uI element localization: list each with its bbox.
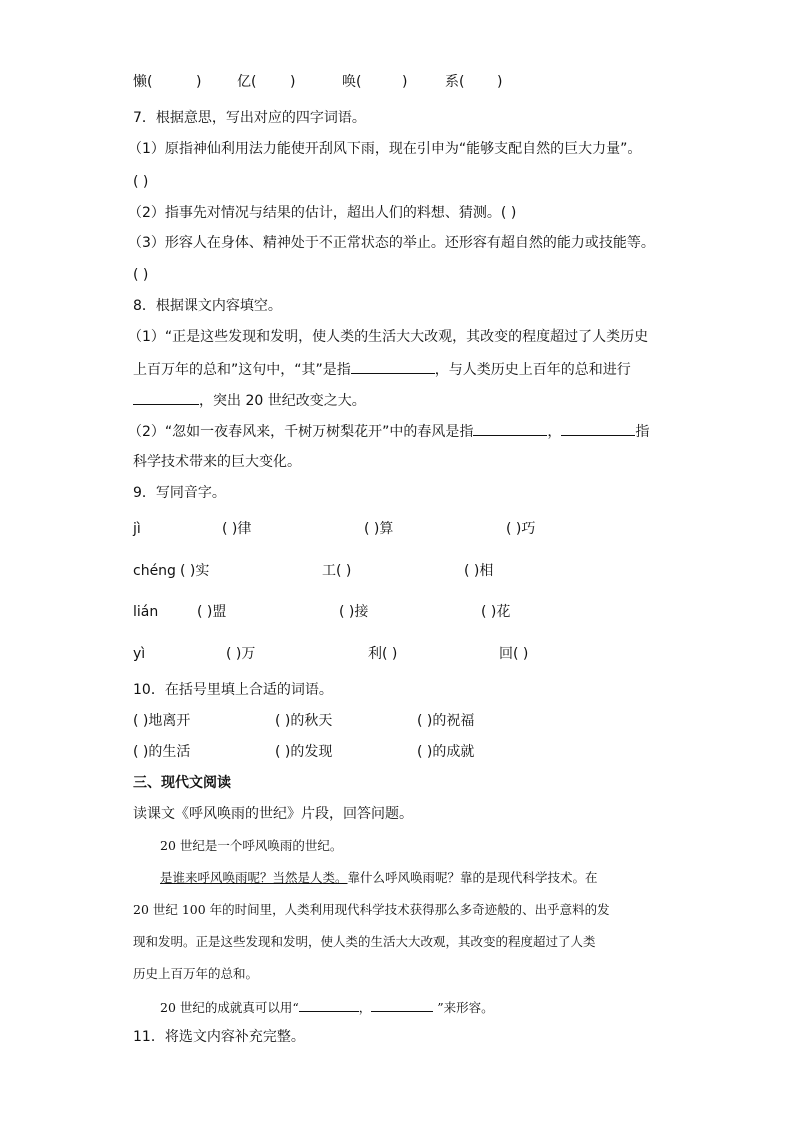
q9-cell[interactable]: ( )花 — [481, 604, 511, 620]
q9-cell[interactable]: 回( ) — [499, 646, 529, 662]
q10-cell[interactable]: ( )的生活 — [133, 744, 191, 760]
q7-title: 7．根据意思，写出对应的四字词语。 — [133, 110, 366, 126]
section-heading: 三、现代文阅读 — [133, 775, 231, 791]
q8-title: 8．根据课文内容填空。 — [133, 298, 282, 314]
q10-cell[interactable]: ( )的祝福 — [417, 713, 475, 729]
q9-title: 9．写同音字。 — [133, 485, 226, 501]
q6-char-2: 亿( — [237, 74, 257, 90]
passage-line-4: 现和发明。正是这些发现和发明，使人类的生活大大改观，其改变的程度超过了人类 — [133, 934, 596, 949]
passage-line-6-b: ， — [358, 1000, 372, 1015]
q7-item1: （1）原指神仙利用法力能使开刮风下雨，现在引申为“能够支配自然的巨大力量”。 — [128, 141, 642, 157]
q10-title: 10．在括号里填上合适的词语。 — [133, 682, 333, 698]
q7-item3-answer[interactable]: ( ) — [133, 267, 149, 283]
passage-blank-2[interactable] — [371, 996, 433, 1012]
q8-blank-3[interactable] — [473, 420, 547, 436]
q8-line3 — [133, 389, 366, 411]
q10-cell[interactable]: ( )的秋天 — [275, 713, 333, 729]
q6-char-3: 唤( — [342, 74, 362, 90]
q11-title: 11．将选文内容补充完整。 — [133, 1029, 305, 1045]
passage-line-6 — [160, 996, 494, 1018]
q9-cell[interactable]: 利( ) — [368, 646, 398, 662]
q6-paren-1[interactable]: ) — [196, 74, 202, 90]
q8-blank-2[interactable] — [133, 389, 199, 405]
q9-cell[interactable]: 工( ) — [322, 563, 352, 579]
q10-cell[interactable]: ( )地离开 — [133, 713, 191, 729]
passage-line-2-rest: 靠什么呼风唤雨呢？靠的是现代科学技术。在 — [347, 870, 598, 885]
q8-line4-text-a: （2）“忽如一夜春风来，千树万树梨花开”中的春风是指 — [128, 424, 474, 440]
q8-line2-text-b: ，与人类历史上百年的总和进行 — [434, 362, 631, 378]
passage-underlined: 是谁来呼风唤雨呢？当然是人类。 — [160, 870, 348, 885]
q9-cell[interactable]: ( )巧 — [506, 521, 536, 537]
q9-cell[interactable]: ( )算 — [364, 521, 394, 537]
q8-line3-text: ，突出 20 世纪改变之大。 — [199, 393, 366, 409]
q8-line2 — [133, 358, 631, 380]
q9-cell[interactable]: ( )盟 — [197, 604, 227, 620]
q8-blank-4[interactable] — [561, 420, 635, 436]
passage-line-5: 历史上百万年的总和。 — [133, 966, 259, 981]
q6-paren-4[interactable]: ) — [497, 74, 503, 90]
q9-pinyin-cheng: chéng — [133, 563, 176, 579]
q9-pinyin-yi: yì — [133, 646, 146, 662]
reading-intro: 读课文《呼风唤雨的世纪》片段，回答问题。 — [133, 806, 413, 822]
q6-char-4: 系( — [445, 74, 465, 90]
q10-cell[interactable]: ( )的成就 — [417, 744, 475, 760]
q8-line1: （1）“正是这些发现和发明，使人类的生活大大改观，其改变的程度超过了人类历史 — [128, 329, 649, 345]
q8-line4-text-b: ， — [547, 424, 562, 440]
passage-line-3: 20 世纪 100 年的时间里，人类利用现代科学技术获得那么多奇迹般的、出乎意料的发 — [133, 902, 610, 917]
q9-cell[interactable]: ( )律 — [222, 521, 252, 537]
q6-paren-2[interactable]: ) — [290, 74, 296, 90]
q6-char-1: 懒( — [133, 74, 153, 90]
passage-line-2 — [160, 868, 598, 888]
q8-line2-text-a: 上百万年的总和”这句中，“其”是指 — [133, 362, 351, 378]
q9-cell[interactable]: ( )相 — [464, 563, 494, 579]
q7-item1-answer[interactable]: ( ) — [133, 174, 149, 190]
q7-item2: （2）指事先对情况与结果的估计，超出人们的料想、猜测。( ) — [128, 205, 517, 221]
q9-pinyin-ji: jì — [133, 521, 141, 537]
passage-blank-1[interactable] — [299, 996, 359, 1012]
q7-item3: （3）形容人在身体、精神处于不正常状态的举止。还形容有超自然的能力或技能等。 — [128, 235, 655, 251]
q9-cell[interactable]: ( )接 — [339, 604, 369, 620]
passage-line-6-a: 20 世纪的成就真可以用“ — [160, 1000, 299, 1015]
passage-line-6-c: ”来形容。 — [433, 1000, 494, 1015]
q9-pinyin-lian: lián — [133, 604, 159, 620]
q8-line4-text-c: 指 — [635, 424, 650, 440]
q9-cell[interactable]: ( )实 — [180, 563, 210, 579]
q6-paren-3[interactable]: ) — [402, 74, 408, 90]
passage-line-1: 20 世纪是一个呼风唤雨的世纪。 — [160, 838, 343, 853]
q8-line4 — [128, 420, 649, 442]
q10-cell[interactable]: ( )的发现 — [275, 744, 333, 760]
q8-blank-1[interactable] — [351, 358, 435, 374]
q8-line5: 科学技术带来的巨大变化。 — [133, 454, 301, 470]
q9-cell[interactable]: ( )万 — [226, 646, 256, 662]
